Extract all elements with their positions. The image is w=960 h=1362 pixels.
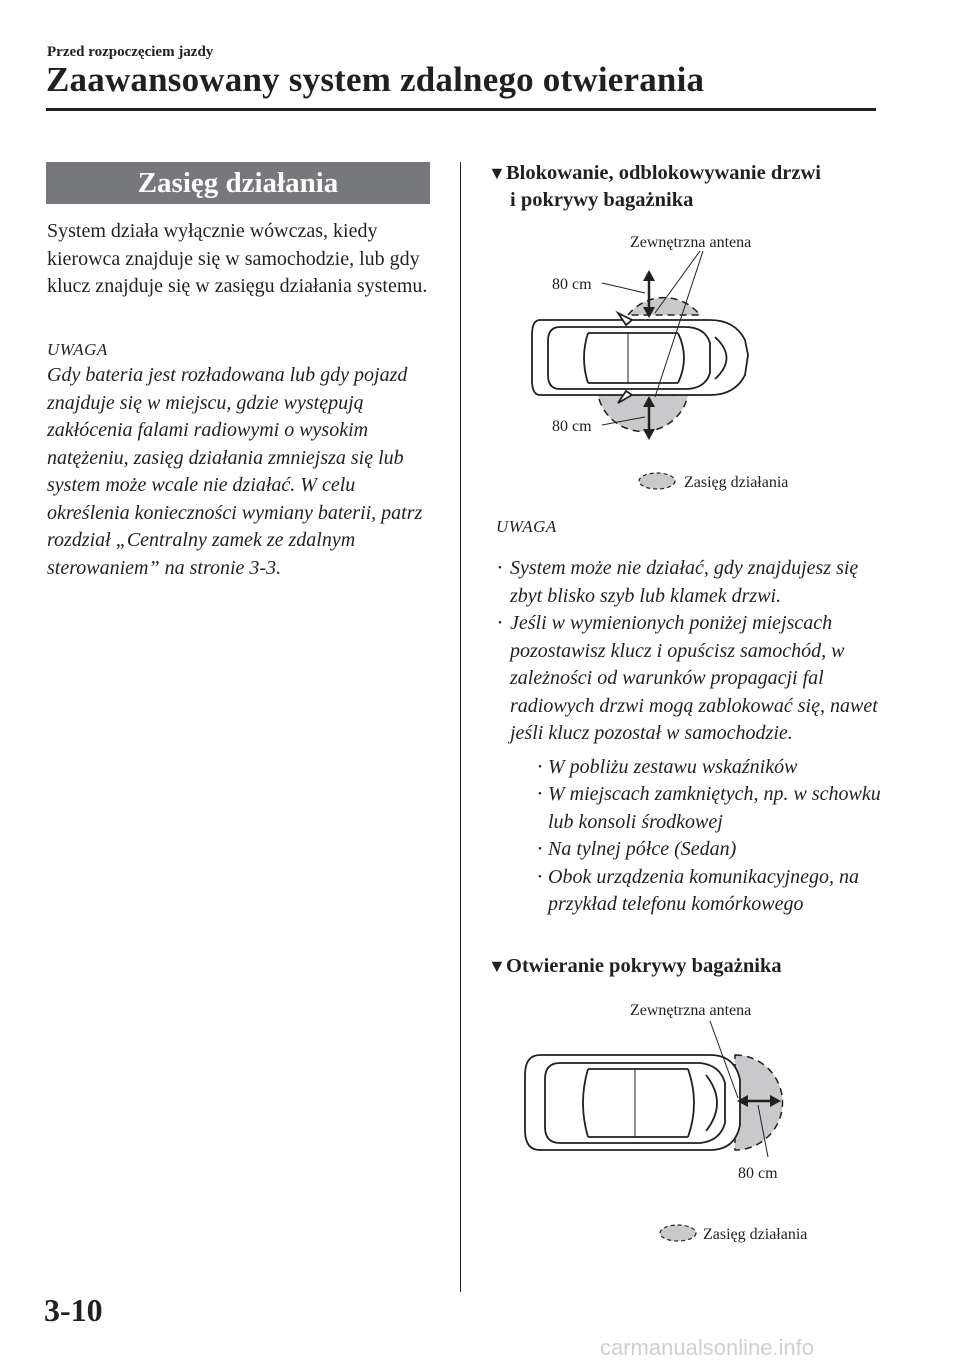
note-sub-bullet: • W miejscach zamkniętych, np. w schowku lub konsoli środkowej (528, 781, 888, 836)
triangle-down-icon: ▼ (488, 163, 506, 183)
section-title-banner: Zasięg działania (46, 162, 430, 204)
header-rule (46, 108, 876, 111)
chapter-title: Zaawansowany system zdalnego otwierania (46, 60, 705, 99)
watermark: carmanualsonline.info (600, 1335, 815, 1360)
lock-range-diagram (500, 225, 820, 500)
trunk-range-diagram (510, 995, 830, 1250)
note-sub-bullet: • W pobliżu zestawu wskaźników (528, 754, 888, 782)
column-divider (460, 162, 461, 1292)
range-zone-rear-door (598, 395, 688, 431)
antenna-label: Zewnętrzna antena (630, 1002, 752, 1019)
distance-label: 80 cm (738, 1165, 778, 1182)
subsection-heading-trunk (488, 953, 782, 980)
legend-swatch (660, 1225, 696, 1241)
subsection-heading-line2: i pokrywy bagażnika (510, 189, 694, 211)
page-number: 3-10 (44, 1292, 103, 1328)
distance-label-top: 80 cm (552, 276, 592, 293)
note-label: UWAGA (47, 340, 108, 359)
subsection-heading-line1: Blokowanie, odblokowywanie drzwi (506, 162, 821, 184)
section-intro: System działa wyłącznie wówczas, kiedy kierowca znajduje się w samochodzie, lub gdy klucz znajduje się w zasięgu działania systemu. (47, 220, 428, 297)
note-sub-bullet-list (488, 754, 888, 919)
legend-label: Zasięg działania (703, 1226, 808, 1243)
triangle-down-icon: ▼ (488, 956, 506, 976)
note-bullet: • System może nie działać, gdy znajdujesz się zbyt blisko szyb lub klamek drzwi. (488, 555, 888, 610)
subsection-heading-lock-unlock (488, 160, 888, 214)
car-top-view (525, 1055, 740, 1150)
note-text: Gdy bateria jest rozładowana lub gdy pojazd znajduje się w miejscu, gdzie występują zakłócenia falami radiowymi o wysokim natężeniu, zasięg działania zmniejsza się lub system może wcale nie działać. W celu określenia konieczności wymiany baterii, patrz rozdział „Centralny zamek ze zdalnym sterowaniem” na stronie 3-3. (47, 364, 423, 579)
note-label: UWAGA (496, 517, 557, 536)
antenna-label: Zewnętrzna antena (630, 234, 752, 251)
breadcrumb: Przed rozpoczęciem jazdy (47, 44, 214, 60)
note-sub-bullet: • Na tylnej półce (Sedan) (528, 836, 888, 864)
note-bullet: • Jeśli w wymienionych poniżej miejscach pozostawisz klucz i opuścisz samochód, w zależności od warunków propagacji fal radiowych drzwi mogą zablokować się, nawet jeśli klucz pozostał w samochodzie. (488, 610, 888, 748)
note-bullet-list (488, 555, 888, 919)
car-top-view (532, 313, 748, 403)
legend-swatch (639, 473, 675, 489)
distance-label-bottom: 80 cm (552, 418, 592, 435)
legend-label: Zasięg działania (684, 474, 789, 491)
subsection-heading-text: Otwieranie pokrywy bagażnika (506, 955, 782, 977)
note-sub-bullet: • Obok urządzenia komunikacyjnego, na przykład telefonu komórkowego (528, 864, 888, 919)
